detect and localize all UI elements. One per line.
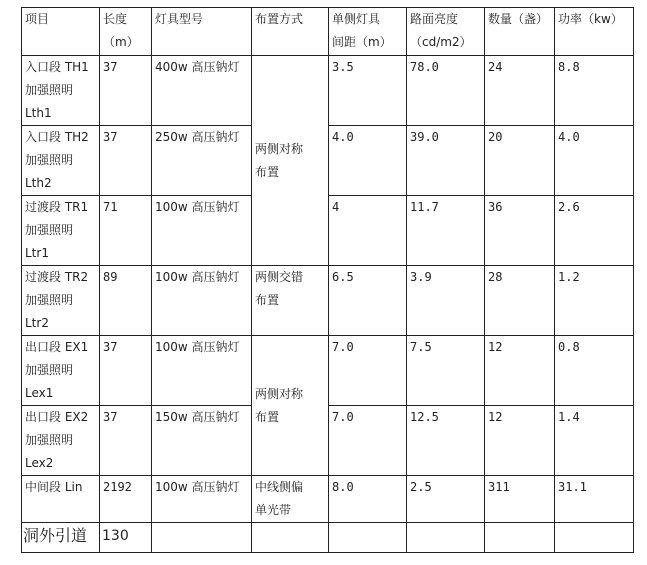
header-length: 长度 （m） bbox=[100, 8, 152, 56]
row-item: 过渡段 TR1 加强照明 Ltr1 bbox=[22, 196, 100, 266]
header-lamp-model: 灯具型号 bbox=[152, 8, 252, 56]
row-lamp: 100w 高压钠灯 bbox=[152, 476, 252, 523]
row-spacing: 3.5 bbox=[329, 56, 407, 126]
row-power: 8.8 bbox=[555, 56, 634, 126]
row-luminance: 11.7 bbox=[407, 196, 485, 266]
row-count: 20 bbox=[485, 126, 555, 196]
header-count: 数量（盏） bbox=[485, 8, 555, 56]
approach-length: 130 bbox=[100, 523, 152, 553]
row-luminance: 39.0 bbox=[407, 126, 485, 196]
layout-group-1: 两侧对称 布置 bbox=[252, 56, 329, 266]
layout-group-3: 两侧对称 布置 bbox=[252, 336, 329, 476]
row-count: 12 bbox=[485, 336, 555, 406]
row-item: 出口段 EX2 加强照明 Lex2 bbox=[22, 406, 100, 476]
table-row bbox=[22, 266, 634, 336]
row-spacing: 6.5 bbox=[329, 266, 407, 336]
layout-group-4: 中线侧偏 单光带 bbox=[252, 476, 329, 523]
row-lamp: 100w 高压钠灯 bbox=[152, 196, 252, 266]
layout-group-2: 两侧交错 布置 bbox=[252, 266, 329, 336]
row-item: 过渡段 TR2 加强照明 Ltr2 bbox=[22, 266, 100, 336]
header-row bbox=[22, 8, 634, 56]
row-item: 中间段 Lin bbox=[22, 476, 100, 523]
row-luminance: 78.0 bbox=[407, 56, 485, 126]
row-power: 4.0 bbox=[555, 126, 634, 196]
row-spacing: 4.0 bbox=[329, 126, 407, 196]
row-luminance: 12.5 bbox=[407, 406, 485, 476]
row-item: 入口段 TH1 加强照明 Lth1 bbox=[22, 56, 100, 126]
empty-cell bbox=[555, 523, 634, 553]
row-spacing: 7.0 bbox=[329, 336, 407, 406]
table-row bbox=[22, 476, 634, 523]
table-row-approach bbox=[22, 523, 634, 553]
header-layout: 布置方式 bbox=[252, 8, 329, 56]
row-power: 2.6 bbox=[555, 196, 634, 266]
row-luminance: 7.5 bbox=[407, 336, 485, 406]
empty-cell bbox=[152, 523, 252, 553]
row-luminance: 2.5 bbox=[407, 476, 485, 523]
row-length: 37 bbox=[100, 406, 152, 476]
row-length: 37 bbox=[100, 336, 152, 406]
row-lamp: 100w 高压钠灯 bbox=[152, 336, 252, 406]
row-lamp: 100w 高压钠灯 bbox=[152, 266, 252, 336]
row-item: 入口段 TH2 加强照明 Lth2 bbox=[22, 126, 100, 196]
empty-cell bbox=[485, 523, 555, 553]
header-spacing: 单侧灯具 间距（m） bbox=[329, 8, 407, 56]
row-length: 37 bbox=[100, 126, 152, 196]
header-luminance: 路面亮度 （cd/m2） bbox=[407, 8, 485, 56]
empty-cell bbox=[252, 523, 329, 553]
row-spacing: 8.0 bbox=[329, 476, 407, 523]
row-item: 出口段 EX1 加强照明 Lex1 bbox=[22, 336, 100, 406]
row-length: 71 bbox=[100, 196, 152, 266]
header-power: 功率（kw） bbox=[555, 8, 634, 56]
row-spacing: 7.0 bbox=[329, 406, 407, 476]
row-lamp: 250w 高压钠灯 bbox=[152, 126, 252, 196]
row-count: 28 bbox=[485, 266, 555, 336]
row-count: 36 bbox=[485, 196, 555, 266]
row-lamp: 400w 高压钠灯 bbox=[152, 56, 252, 126]
approach-item: 洞外引道 bbox=[22, 523, 100, 553]
header-item: 项目 bbox=[22, 8, 100, 56]
row-luminance: 3.9 bbox=[407, 266, 485, 336]
row-power: 1.4 bbox=[555, 406, 634, 476]
row-lamp: 150w 高压钠灯 bbox=[152, 406, 252, 476]
row-length: 37 bbox=[100, 56, 152, 126]
empty-cell bbox=[329, 523, 407, 553]
row-count: 12 bbox=[485, 406, 555, 476]
row-count: 24 bbox=[485, 56, 555, 126]
table-row bbox=[22, 336, 634, 406]
row-count: 311 bbox=[485, 476, 555, 523]
row-power: 0.8 bbox=[555, 336, 634, 406]
row-spacing: 4 bbox=[329, 196, 407, 266]
lighting-table bbox=[21, 7, 634, 553]
table-row bbox=[22, 56, 634, 126]
row-power: 31.1 bbox=[555, 476, 634, 523]
row-length: 2192 bbox=[100, 476, 152, 523]
row-length: 89 bbox=[100, 266, 152, 336]
empty-cell bbox=[407, 523, 485, 553]
row-power: 1.2 bbox=[555, 266, 634, 336]
